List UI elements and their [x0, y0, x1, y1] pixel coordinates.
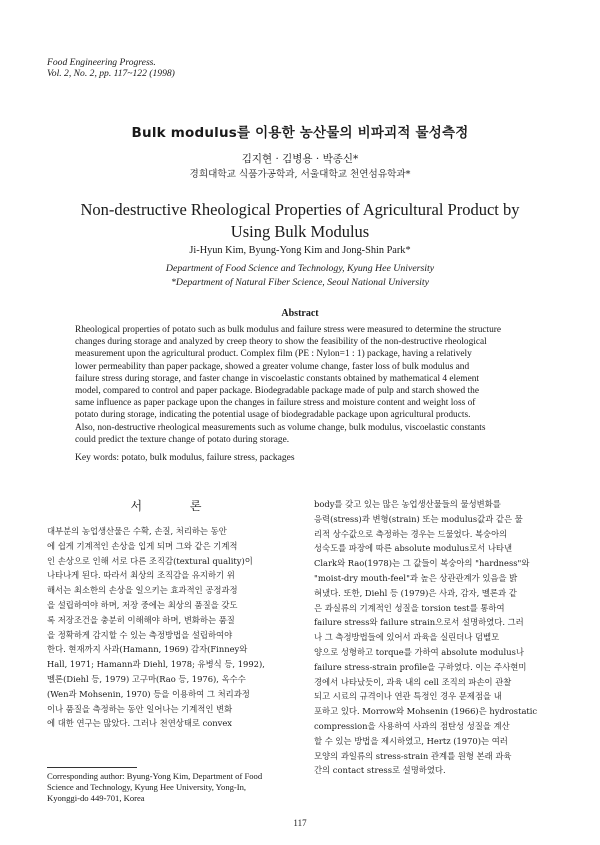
abstract-line: same influence as paper package upon the changes in failure stress and moisture content and weight loss of [75, 398, 476, 409]
body-line: 멜론(Diehl 등, 1979) 고구마(Rao 등, 1976), 옥수수 [47, 673, 246, 684]
body-line: 나타나게 된다. 따라서 최상의 조직감을 유지하기 위 [47, 570, 235, 581]
body-line: (Wen과 Mohsenin, 1970) 등을 이용하여 그 처리과정 [47, 688, 250, 699]
footnote-divider [47, 767, 137, 768]
affiliation-line-2: *Department of Natural Fiber Science, Seoul National University [171, 276, 429, 288]
left-column [47, 497, 285, 731]
korean-authors: 김지현 · 김병용 · 박종신* [241, 153, 359, 165]
english-authors: Ji-Hyun Kim, Byung-Yong Kim and Jong-Shin Park* [189, 245, 411, 256]
korean-title: Bulk modulus를 이용한 농산물의 비파괴적 물성측정 [131, 125, 469, 141]
body-line: 혀냈다. 또한, Diehl 등 (1979)은 사과, 감자, 멜론과 같 [314, 587, 517, 598]
journal-citation [47, 57, 175, 79]
section-heading-introduction: 서 론 [130, 499, 224, 513]
body-line: 한다. 현재까지 사과(Hamann, 1969) 감자(Finney와 [47, 644, 248, 655]
english-title [0, 199, 600, 243]
journal-volume: Vol. 2, No. 2, pp. 117~122 (1998) [47, 68, 175, 79]
body-line: Clark와 Rao(1978)는 그 값들이 복숭아의 "hardness"와 [314, 558, 530, 569]
english-title-line-2: Using Bulk Modulus [230, 222, 370, 241]
body-line: 되고 시료의 규격이나 연관 특정인 경우 문제점을 내 [314, 691, 502, 702]
right-column-body [314, 497, 554, 778]
abstract-line: could predict the texture change of potato during storage. [75, 434, 290, 445]
body-line: failure stress-strain profile을 구하였다. 이는 주사현미 [314, 661, 527, 672]
body-line: 을 정확하게 감지할 수 있는 측정방법을 설립하여야 [47, 629, 233, 640]
correspondence-line-1: Corresponding author: Byung-Yong Kim, Department of Food [47, 771, 263, 781]
body-line: 에 쉽게 기계적인 손상을 입게 되며 그와 같은 기계적 [47, 540, 238, 551]
body-line: 모양의 과일류의 stress-strain 관계를 원형 본래 과육 [314, 750, 512, 761]
body-line: 나 그 측정방법들에 있어서 과육을 실린더나 덤벨모 [314, 632, 500, 643]
correspondence-line-3: Kyonggi-do 449-701, Korea [47, 793, 145, 803]
abstract-line: Also, non-destructive rheological measurements such as volume change, bulk modulus, viscoelastic constants [75, 422, 486, 433]
korean-affiliation: 경희대학교 식품가공학과, 서울대학교 천연섬유학과* [189, 169, 411, 180]
abstract-body [75, 324, 528, 446]
body-line: 인 손상으로 인해 서로 다른 조직감(textural quality)이 [47, 555, 253, 566]
body-line: Hall, 1971; Hamann과 Diehl, 1978; 유병식 등, 1992), [47, 659, 265, 670]
body-line: 응력(stress)과 변형(strain) 또는 modulus값과 같은 물 [314, 513, 523, 524]
body-line: 에 대한 연구는 많았다. 그러나 천연상태로 convex [47, 718, 233, 729]
english-affiliation [0, 262, 600, 289]
keywords: Key words: potato, bulk modulus, failure stress, packages [75, 453, 295, 463]
body-line: 포하고 있다. Morrow와 Mohsenin (1966)은 hydrostatic [314, 706, 538, 717]
body-line: 성숙도를 파장에 따른 absolute modulus로서 나타낸 [314, 543, 513, 554]
abstract-line: model, compared to control and paper package. Biodegradable package made of pulp and starch showed the [75, 386, 479, 397]
body-line: 양으로 성형하고 torque를 가하여 absolute modulus나 [314, 646, 524, 657]
abstract-heading: Abstract [281, 308, 319, 319]
abstract-line: potato during storage, indicating the potential usage of biodegradable package upon agricultural products. [75, 410, 471, 421]
affiliation-line-1: Department of Food Science and Technology, Kyung Hee University [165, 263, 435, 274]
body-line: 대부분의 농업생산물은 수확, 손질, 처리하는 동안 [47, 526, 227, 536]
left-column-body [47, 524, 285, 731]
body-line: failure stress와 failure strain으로서 설명하였다. 그러 [314, 617, 524, 628]
right-column [314, 497, 554, 778]
body-line: 경에서 나타났듯이, 과육 내의 cell 조직의 파손이 관찰 [314, 676, 512, 687]
abstract-line: lower permeability than paper package, showed a greater volume change, faster loss of bulk modulus and [75, 361, 470, 372]
correspondence-footnote [47, 771, 292, 804]
body-line: 이나 품질을 측정하는 동안 일어나는 기계적인 변화 [47, 703, 233, 714]
correspondence-line-2: Science and Technology, Kyung Hee University, Yong-In, [47, 782, 247, 792]
body-line: compression을 사용하여 사과의 점탄성 성질을 계산 [314, 720, 510, 731]
body-line: "moist-dry mouth-feel"과 높은 상관관계가 있음을 밝 [314, 572, 518, 583]
abstract-line: Rheological properties of potato such as bulk modulus and failure stress were measured to determine the structure [75, 325, 502, 335]
abstract-line: measurement upon the agricultural product. Complex film (PE : Nylon=1 : 1) package, having a relatively [75, 349, 472, 360]
abstract-line: changes during storage and analyzed by creep theory to show the feasibility of the non-destructive rheological [75, 337, 487, 348]
english-title-line-1: Non-destructive Rheological Properties of Agricultural Product by [80, 200, 520, 219]
abstract-line: failure stress during storage, and faster change in viscoelastic constants obtained by mathematical 4 element [75, 373, 479, 384]
body-line: 해서는 최소한의 손상을 일으키는 효과적인 공정과정 [47, 585, 238, 596]
journal-name: Food Engineering Progress. [47, 57, 156, 68]
body-line: body를 갖고 있는 많은 농업생산물들의 물성변화를 [314, 499, 501, 509]
body-line: 을 설립하여야 하며, 저장 중에는 최상의 품질을 갖도 [47, 599, 238, 610]
body-line: 간의 contact stress로 설명하였다. [314, 765, 446, 776]
body-line: 은 과실류의 기계적인 성질을 torsion test를 통하여 [314, 602, 505, 613]
body-line: 록 저장조건을 충분히 이해해야 하며, 변화하는 품질 [47, 614, 235, 625]
page-number: 117 [293, 818, 307, 828]
body-line: 할 수 있는 방법을 제시하였고, Hertz (1970)는 여러 [314, 735, 508, 746]
body-line: 리적 상수값으로 측정하는 경우는 드물었다. 복숭아의 [314, 528, 508, 539]
